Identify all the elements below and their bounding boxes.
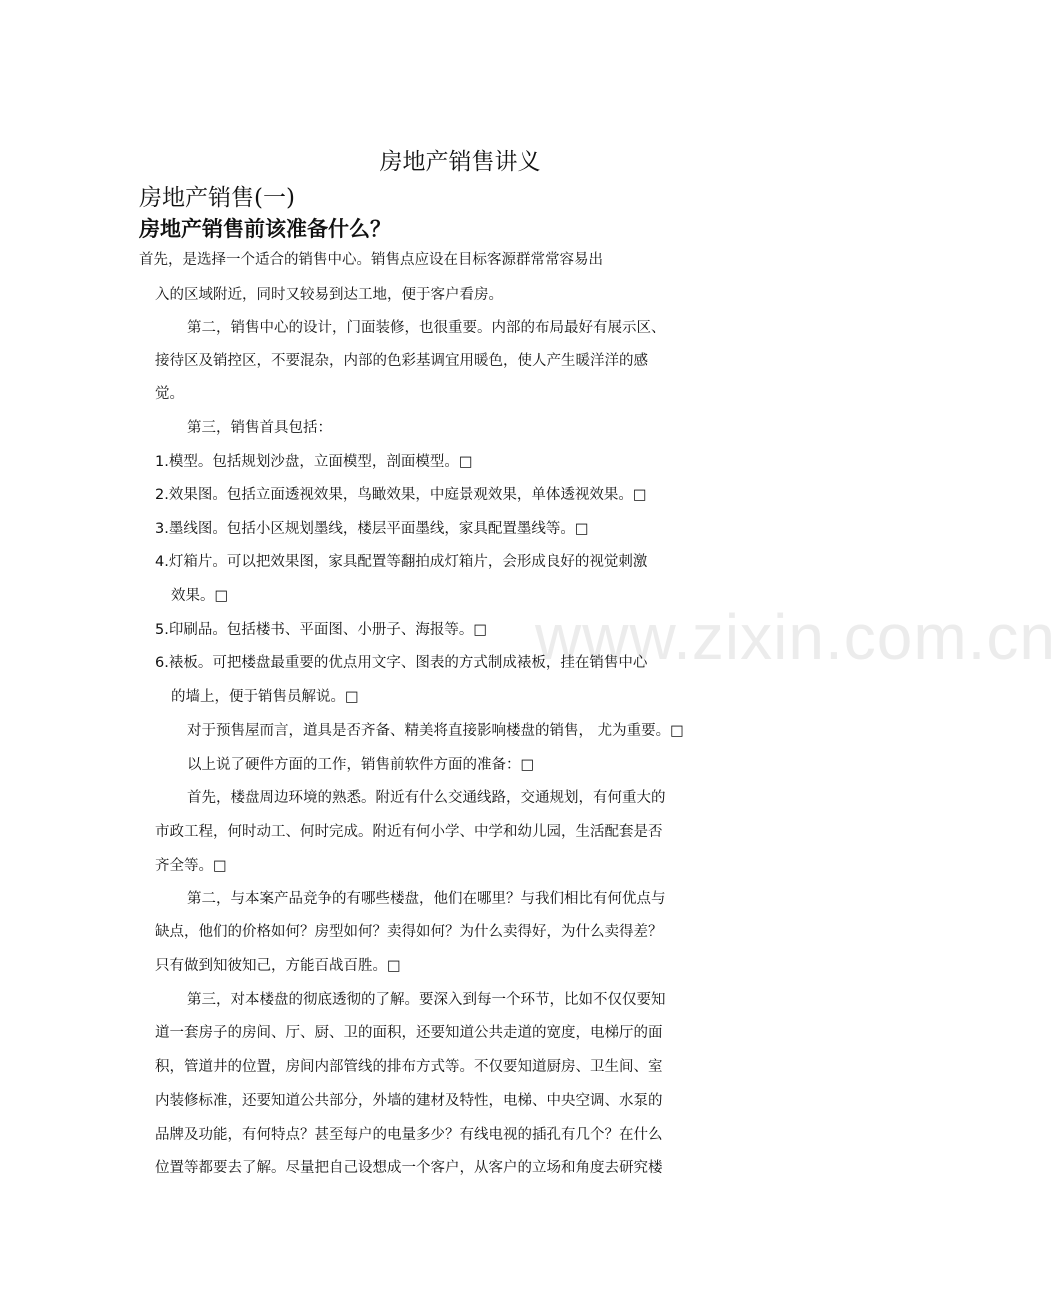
document-title: 房地产销售讲义	[379, 149, 541, 175]
body-line: 第三，对本楼盘的彻底透彻的了解。要深入到每一个环节，比如不仅仅要知	[187, 992, 666, 1008]
section-heading: 房地产销售(一)	[139, 185, 295, 211]
body-line: 道一套房子的房间、厅、厨、卫的面积，还要知道公共走道的宽度，电梯厅的面	[155, 1025, 663, 1041]
body-line: 位置等都要去了解。尽量把自己设想成一个客户，从客户的立场和角度去研究楼	[155, 1160, 663, 1176]
body-line: 第三，销售首具包括：	[187, 420, 332, 436]
body-line: 齐全等。□	[155, 858, 227, 874]
body-line: 觉。	[155, 386, 184, 402]
list-item: 6.裱板。可把楼盘最重要的优点用文字、图表的方式制成裱板，挂在销售中心	[155, 655, 648, 671]
list-item: 2.效果图。包括立面透视效果，鸟瞰效果，中庭景观效果，单体透视效果。□	[155, 487, 647, 503]
body-line: 市政工程，何时动工、何时完成。附近有何小学、中学和幼儿园，生活配套是否	[155, 824, 663, 840]
list-item: 4.灯箱片。可以把效果图，家具配置等翻拍成灯箱片，会形成良好的视觉刺激	[155, 554, 648, 570]
body-line: 品牌及功能，有何特点？甚至每户的电量多少？有线电视的插孔有几个？在什么	[155, 1127, 663, 1143]
body-line: 接待区及销控区，不要混杂，内部的色彩基调宜用暖色，使人产生暖洋洋的感	[155, 353, 648, 369]
body-line: 只有做到知彼知己，方能百战百胜。□	[155, 958, 401, 974]
body-line: 入的区域附近，同时又较易到达工地，便于客户看房。	[155, 287, 503, 303]
body-line: 第二，与本案产品竞争的有哪些楼盘，他们在哪里？与我们相比有何优点与	[187, 891, 666, 907]
body-line: 第二，销售中心的设计，门面装修，也很重要。内部的布局最好有展示区、	[187, 320, 666, 336]
list-item: 效果。□	[171, 588, 229, 604]
body-line: 内装修标准，还要知道公共部分，外墙的建材及特性，电梯、中央空调、水泵的	[155, 1093, 663, 1109]
list-item: 3.墨线图。包括小区规划墨线，楼层平面墨线，家具配置墨线等。□	[155, 521, 589, 537]
body-line: 积，管道井的位置，房间内部管线的排布方式等。不仅要知道厨房、卫生间、室	[155, 1059, 663, 1075]
body-line: 以上说了硬件方面的工作，销售前软件方面的准备：□	[187, 757, 535, 773]
list-item: 1.模型。包括规划沙盘，立面模型，剖面模型。□	[155, 454, 473, 470]
list-item: 5.印刷品。包括楼书、平面图、小册子、海报等。□	[155, 622, 488, 638]
watermark: www.zixin.com.cn	[535, 601, 1056, 673]
question-heading: 房地产销售前该准备什么？	[139, 217, 391, 241]
body-line: 缺点，他们的价格如何？房型如何？卖得如何？为什么卖得好，为什么卖得差？	[155, 924, 663, 940]
list-item: 的墙上，便于销售员解说。□	[171, 689, 359, 705]
body-line: 对于预售屋而言，道具是否齐备、精美将直接影响楼盘的销售， 尤为重要。□	[187, 723, 684, 739]
body-line: 首先，是选择一个适合的销售中心。销售点应设在目标客源群常常容易出	[139, 252, 603, 268]
body-line: 首先，楼盘周边环境的熟悉。附近有什么交通线路，交通规划，有何重大的	[187, 790, 666, 806]
